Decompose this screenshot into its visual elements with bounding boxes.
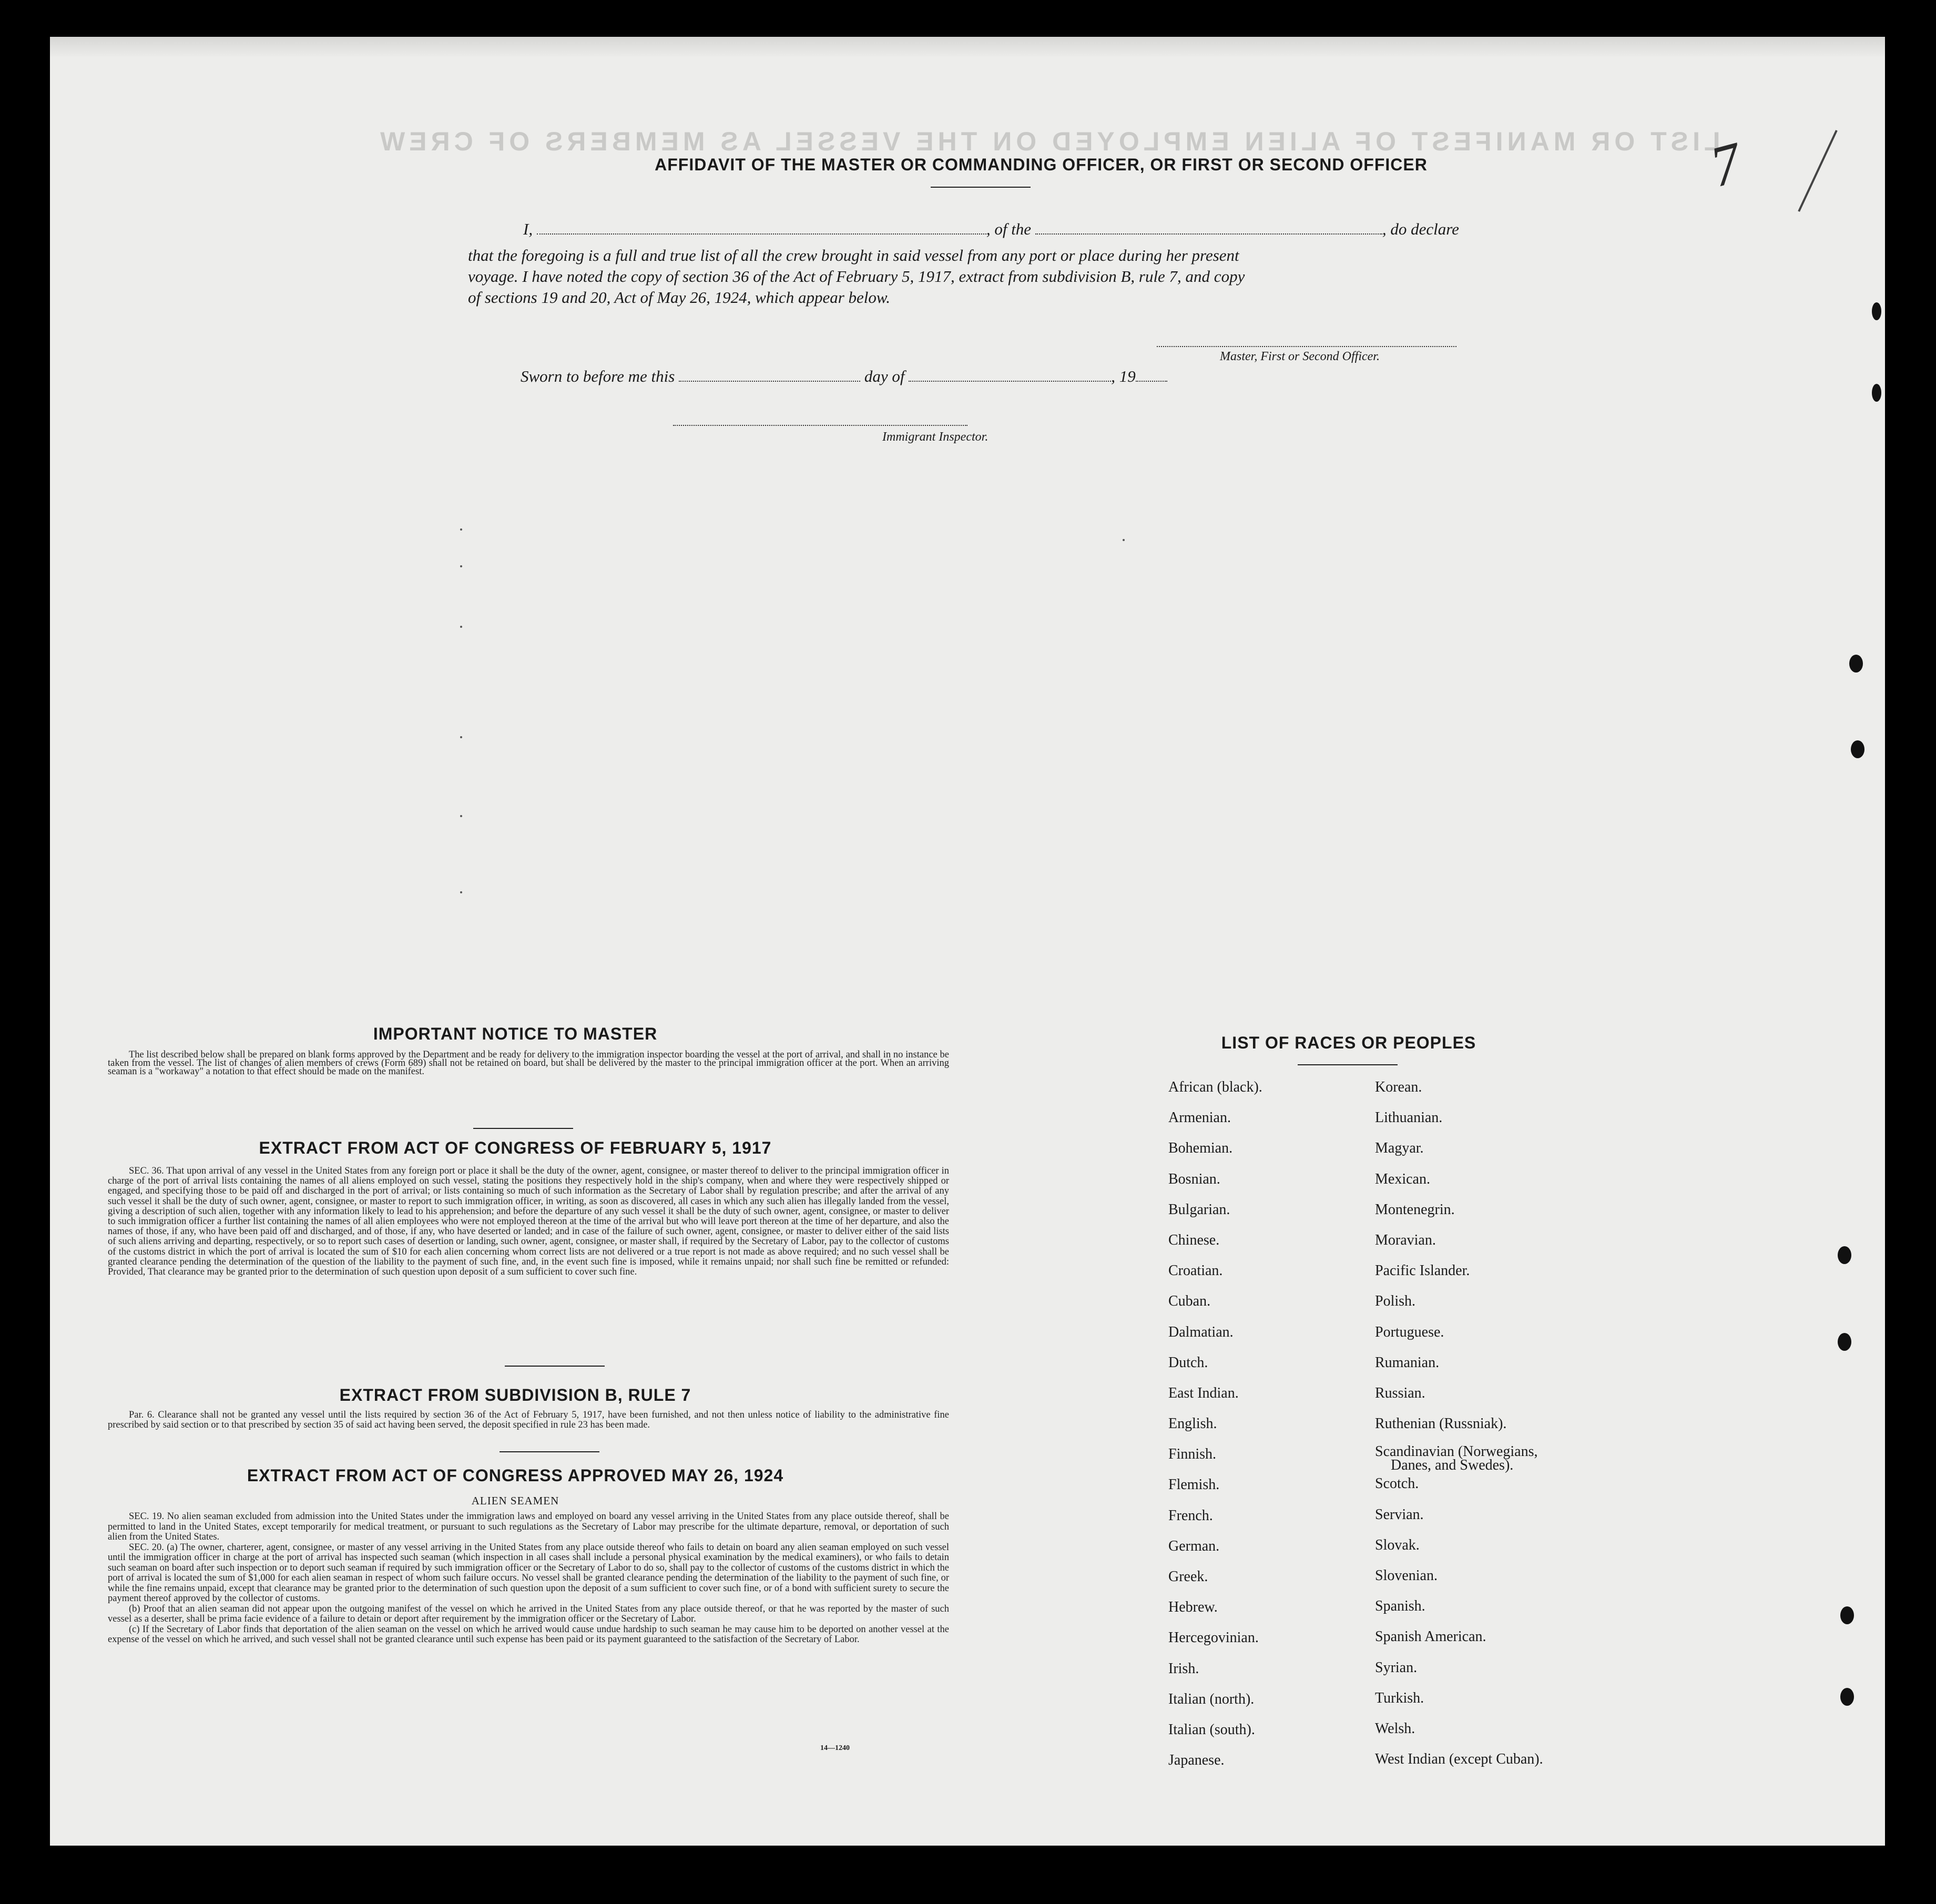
race-item: Russian. (1375, 1384, 1425, 1401)
race-item: Flemish. (1168, 1477, 1220, 1493)
races-left-column (1168, 1079, 1262, 1783)
race-item: Slovak. (1375, 1536, 1420, 1553)
race-item: German. (1168, 1538, 1220, 1554)
race-item: Japanese. (1168, 1752, 1225, 1769)
punch-hole (1838, 1246, 1851, 1264)
master-caption: Master, First or Second Officer. (1220, 350, 1380, 363)
form-number: 14—1240 (820, 1744, 850, 1752)
race-item: Ruthenian (Russniak). (1375, 1416, 1507, 1432)
race-item: Mexican. (1375, 1170, 1430, 1187)
sec-36-text: SEC. 36. That upon arrival of any vessel in the United States from any foreign port or place it shall be the duty of the owner, agent, consignee, or master thereof to deliver to the principal immigration officer in charge of the port of arrival lists containing the names of all aliens employed on such vessel, stating the positions they respectively hold in the ship's company, when and where they were respectively shipped or engaged, and specifying those to be paid off and discharged in the port of arrival; or lists containing so much of such information as the Secretary of Labor shall by regulation prescribe; and after the arrival of any such vessel it shall be the duty of such owner, agent, consignee, or master to report to such immigration officer, in writing, as soon as discovered, all cases in which any such alien has illegally landed from the vessel, giving a description of such alien, together with any information likely to lead to his apprehension; and before the departure of any such vessel it shall be the duty of such owner, agent, consignee, or master to deliver to such immigration officer a further list containing the names of all alien employees who were not employed thereon at the time of the arrival but who will leave port thereon at the time of her departure, and also the names of those, if any, who have been paid off and discharged, and of those, if any, who have deserted or landed; and in case of the failure of such owner, agent, consignee, or master to deliver either of the said lists of such aliens arriving and departing, respectively, or so to report such cases of desertion or landing, such owner, agent, consignee, or master shall, if required by the Secretary of Labor, pay to the collector of customs of the customs district in which the port of arrival is located the sum of $10 for each alien concerning whom correct lists are not delivered or a true report is not made as above required; and no such vessel shall be granted clearance pending the determination of the question of the liability to the payment of such fine, and, in the event such fine is imposed, while it remains unpaid; nor shall such fine be remitted or refunded: Provided, That clearance may be granted prior to the determination of such question upon deposit of a sum sufficient to cover such fine. (108, 1166, 949, 1278)
affidavit-line-3: voyage. I have noted the copy of section 36 of the Act of February 5, 1917, extract from subdivision B, rule 7, and copy (468, 267, 1245, 286)
race-item: Spanish. (1375, 1598, 1425, 1615)
speck (460, 891, 462, 893)
par-6-text: Par. 6. Clearance shall not be granted any vessel until the lists required by section 36 of the Act of February 5, 1917, have been furnished, and not then unless notice of liability to the administrative fine prescribed by said section or to that prescribed by section 35 of said act having been served, the deposit specified in rule 23 has been made. (108, 1410, 949, 1430)
extract-rule7-body (108, 1410, 949, 1430)
affidavit-line-1 (523, 220, 1459, 239)
divider (505, 1366, 605, 1367)
race-item: African (black). (1168, 1079, 1262, 1095)
race-item: East Indian. (1168, 1384, 1239, 1401)
year-field[interactable] (1136, 380, 1167, 382)
race-item: Armenian. (1168, 1109, 1231, 1126)
sworn-line (521, 367, 1167, 386)
race-item-line1: Scandinavian (Norwegians, (1375, 1443, 1538, 1460)
notice-title: IMPORTANT NOTICE TO MASTER (373, 1024, 658, 1043)
day-field[interactable] (679, 380, 860, 382)
race-item: Scotch. (1375, 1475, 1419, 1492)
punch-hole (1849, 655, 1863, 673)
race-item: Montenegrin. (1375, 1201, 1455, 1218)
race-item: Bosnian. (1168, 1170, 1220, 1187)
vessel-field[interactable] (1035, 233, 1382, 235)
races-title: LIST OF RACES OR PEOPLES (1221, 1033, 1476, 1052)
extract-1917-title: EXTRACT FROM ACT OF CONGRESS OF FEBRUARY 5, 1917 (259, 1138, 772, 1157)
race-item: Polish. (1375, 1293, 1416, 1310)
speck (1123, 539, 1125, 541)
race-item: Servian. (1375, 1506, 1424, 1523)
i-label: I, (523, 220, 533, 238)
extract-1917-body (108, 1166, 949, 1277)
race-item: Italian (north). (1168, 1691, 1255, 1707)
punch-hole (1838, 1333, 1851, 1351)
race-item: Lithuanian. (1375, 1109, 1443, 1126)
extract-1924-body (108, 1512, 949, 1645)
race-item: Bulgarian. (1168, 1201, 1230, 1218)
extract-rule7-title: EXTRACT FROM SUBDIVISION B, RULE 7 (339, 1386, 691, 1404)
day-of-label: day of (864, 367, 905, 385)
race-item: Cuban. (1168, 1293, 1211, 1310)
race-item: Turkish. (1375, 1689, 1424, 1706)
speck (460, 736, 462, 738)
punch-hole (1840, 1606, 1854, 1624)
race-item-line2: Danes, and Swedes). (1391, 1457, 1514, 1474)
year-label: , 19 (1111, 367, 1136, 385)
alien-seamen-subtitle: ALIEN SEAMEN (471, 1494, 559, 1507)
race-item: Magyar. (1375, 1140, 1424, 1157)
sec-20c-text: (c) If the Secretary of Labor finds that deportation of the alien seaman on the vessel on which he arrived would cause undue hardship to such seaman he may cause him to be deported on another vessel at the expense of the vessel on which he arrived, and such vessel shall not be granted clearance until such expense has been paid or its payment guaranteed to the satisfaction of the Secretary of Labor. (108, 1624, 949, 1645)
race-item: Croatian. (1168, 1262, 1223, 1279)
bleed-through-heading: LIST OR MANIFEST OF ALIEN EMPLOYED ON THE VESSEL AS MEMBERS OF CREW (376, 127, 1720, 156)
punch-hole (1851, 740, 1864, 758)
affidavit-line-2: that the foregoing is a full and true list of all the crew brought in said vessel from any port or place during her present (468, 246, 1239, 264)
race-item: Welsh. (1375, 1720, 1415, 1737)
race-item: Chinese. (1168, 1231, 1220, 1248)
race-item: Rumanian. (1375, 1354, 1440, 1371)
race-item: Greek. (1168, 1569, 1208, 1585)
race-item: Dalmatian. (1168, 1323, 1234, 1340)
speck (460, 815, 462, 817)
race-item: Finnish. (1168, 1446, 1217, 1463)
race-item: Hebrew. (1168, 1599, 1218, 1616)
race-item: Korean. (1375, 1079, 1422, 1095)
name-field[interactable] (537, 233, 986, 235)
master-signature-line[interactable] (1157, 346, 1456, 347)
race-item: Dutch. (1168, 1354, 1208, 1371)
document-page (50, 37, 1885, 1846)
sec-20a-text: SEC. 20. (a) The owner, charterer, agent, consignee, or master of any vessel arriving in the United States from any place outside thereof who fails to detain on board any alien seaman employed on such vessel until the immigration officer in charge at the port of arrival has inspected such seaman (which inspection in all cases shall include a personal physical examination by the medical examiners), or who fails to detain such seaman on board after such inspection or to deport such seaman if required by such immigration officer or the Secretary of Labor to do so, shall pay to the collector of customs of the customs district in which the port of arrival is located the sum of $1,000 for each alien seaman in respect of whom such failure occurs. No vessel shall be granted clearance pending the determination of the liability to the payment of such fine, or while the fine remains unpaid, except that clearance may be granted prior to the determination of such question upon the deposit of a sum sufficient to cover such fine, or of a bond with sufficient surety to secure the payment thereof approved by the collector of customs. (108, 1542, 949, 1604)
divider (473, 1128, 573, 1129)
punch-hole (1840, 1688, 1854, 1706)
inspector-signature-line[interactable] (673, 425, 967, 426)
race-item: Portuguese. (1375, 1323, 1444, 1340)
extract-1924-title: EXTRACT FROM ACT OF CONGRESS APPROVED MAY 26, 1924 (247, 1466, 784, 1485)
race-item: Hercegovinian. (1168, 1630, 1259, 1646)
races-right-column (1375, 1079, 1543, 1781)
sworn-label: Sworn to before me this (521, 367, 675, 385)
race-item: Pacific Islander. (1375, 1262, 1470, 1279)
notice-text: The list described below shall be prepared on blank forms approved by the Department and be ready for delivery to the immigration inspector boarding the vessel at the port of arrival, and shall in no instance be taken from the vessel. The list of changes of alien members of crews (Form 689) shall not be retained on board, but shall be delivered by the master to the principal immigration officer at the port. When an arriving seaman is a "workaway" a notation to that effect should be made on the manifest. (108, 1050, 949, 1077)
race-item: Italian (south). (1168, 1721, 1255, 1738)
race-item: Slovenian. (1375, 1567, 1438, 1584)
race-item: Irish. (1168, 1660, 1199, 1677)
punch-hole (1872, 302, 1881, 320)
sec-19-text: SEC. 19. No alien seaman excluded from admission into the United States under the immigration laws and employed on board any vessel arriving in the United States from any place outside thereof, shall be permitted to land in the United States, except temporarily for medical treatment, or pursuant to such regulations as the Secretary of Labor may prescribe for the ultimate departure, removal, or deportation of such alien from the United States. (108, 1511, 949, 1542)
divider (500, 1451, 599, 1452)
divider (931, 187, 1031, 188)
race-item: French. (1168, 1507, 1213, 1524)
speck (460, 528, 462, 531)
do-declare-label: , do declare (1382, 220, 1459, 238)
inspector-caption: Immigrant Inspector. (882, 430, 989, 444)
punch-hole (1872, 384, 1881, 402)
pencil-stroke (1798, 130, 1837, 212)
of-the-label: , of the (986, 220, 1032, 238)
notice-body (108, 1051, 949, 1076)
affidavit-title: AFFIDAVIT OF THE MASTER OR COMMANDING OFFICER, OR FIRST OR SECOND OFFICER (655, 155, 1428, 174)
speck (460, 626, 462, 628)
race-item: Bohemian. (1168, 1140, 1233, 1157)
race-item: Moravian. (1375, 1231, 1436, 1248)
speck (460, 565, 462, 567)
race-item: English. (1168, 1416, 1217, 1432)
affidavit-line-4: of sections 19 and 20, Act of May 26, 1924, which appear below. (468, 288, 891, 307)
divider (1298, 1064, 1398, 1065)
handwritten-mark: 7 (1704, 129, 1748, 200)
race-item: West Indian (except Cuban). (1375, 1751, 1543, 1768)
race-item (1375, 1445, 1543, 1475)
race-item: Spanish American. (1375, 1628, 1486, 1645)
race-item: Syrian. (1375, 1659, 1418, 1676)
month-field[interactable] (909, 380, 1111, 382)
sec-20b-text: (b) Proof that an alien seaman did not appear upon the outgoing manifest of the vessel on which he arrived in the United States from any place outside thereof, or that he was reported by the master of such vessel as a deserter, shall be prima facie evidence of a failure to detain or deport after requirement by the immigration officer or the Secretary of Labor. (108, 1603, 949, 1624)
